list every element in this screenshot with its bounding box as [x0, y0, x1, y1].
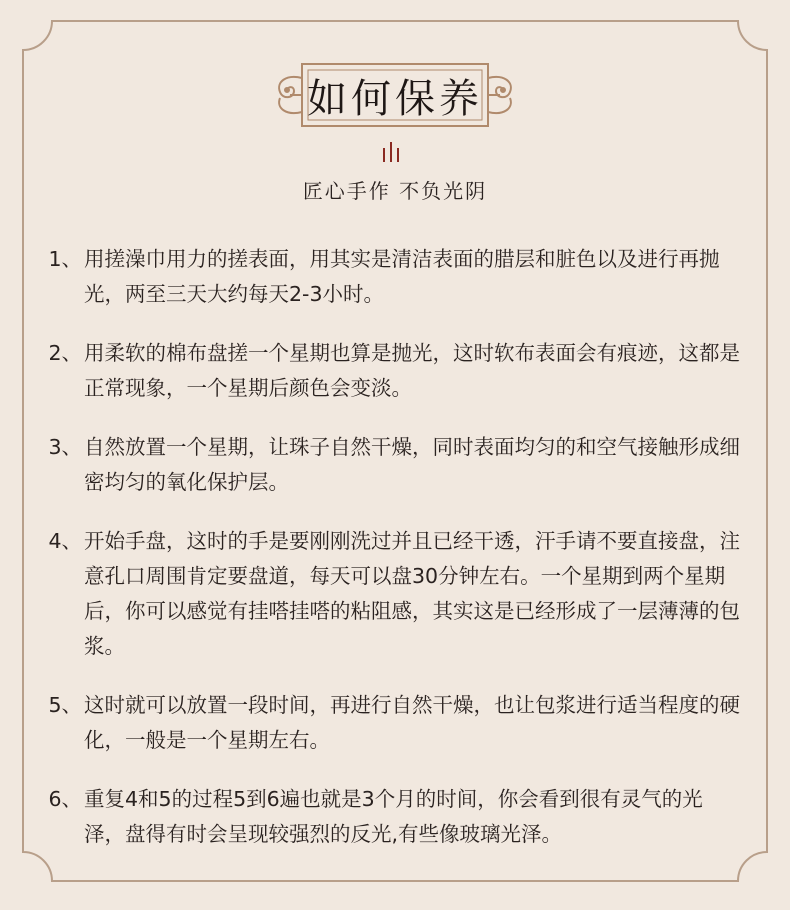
list-item — [40, 336, 740, 406]
title-box — [272, 60, 518, 130]
list-item — [40, 688, 740, 758]
step-number: 2、 — [48, 341, 82, 365]
triple-line-mark-icon — [378, 140, 412, 164]
list-item — [40, 242, 740, 312]
step-text: 这时就可以放置一段时间，再进行自然干燥，也让包浆进行适当程度的硬化，一般是一个星期左右。 — [84, 693, 740, 752]
step-number: 6、 — [48, 787, 82, 811]
header — [0, 0, 790, 220]
step-text: 自然放置一个星期，让珠子自然干燥，同时表面均匀的和空气接触形成细密均匀的氧化保护层。 — [84, 435, 740, 494]
care-steps-list — [40, 242, 740, 876]
step-number: 5、 — [48, 693, 82, 717]
step-text: 重复4和5的过程5到6遍也就是3个月的时间，你会看到很有灵气的光泽，盘得有时会呈现较强烈的反光,有些像玻璃光泽。 — [84, 787, 703, 846]
list-item — [40, 430, 740, 500]
step-number: 1、 — [48, 247, 82, 271]
step-text: 开始手盘，这时的手是要刚刚洗过并且已经干透，汗手请不要直接盘，注意孔口周围肯定要盘道，每天可以盘30分钟左右。一个星期到两个星期后，你可以感觉有挂嗒挂嗒的粘阻感，其实这是已经形成了一层薄薄的包浆。 — [84, 529, 740, 658]
subtitle: 匠心手作 不负光阴 — [302, 179, 488, 203]
list-item — [40, 524, 740, 664]
step-text: 用搓澡巾用力的搓表面，用其实是清洁表面的腊层和脏色以及进行再抛光，两至三天大约每天2-3小时。 — [84, 247, 720, 306]
list-item — [40, 782, 740, 852]
step-number: 3、 — [48, 435, 82, 459]
step-text: 用柔软的棉布盘搓一个星期也算是抛光，这时软布表面会有痕迹，这都是正常现象，一个星期后颜色会变淡。 — [84, 341, 740, 400]
page-title: 如何保养 — [307, 75, 483, 122]
step-number: 4、 — [48, 529, 82, 553]
